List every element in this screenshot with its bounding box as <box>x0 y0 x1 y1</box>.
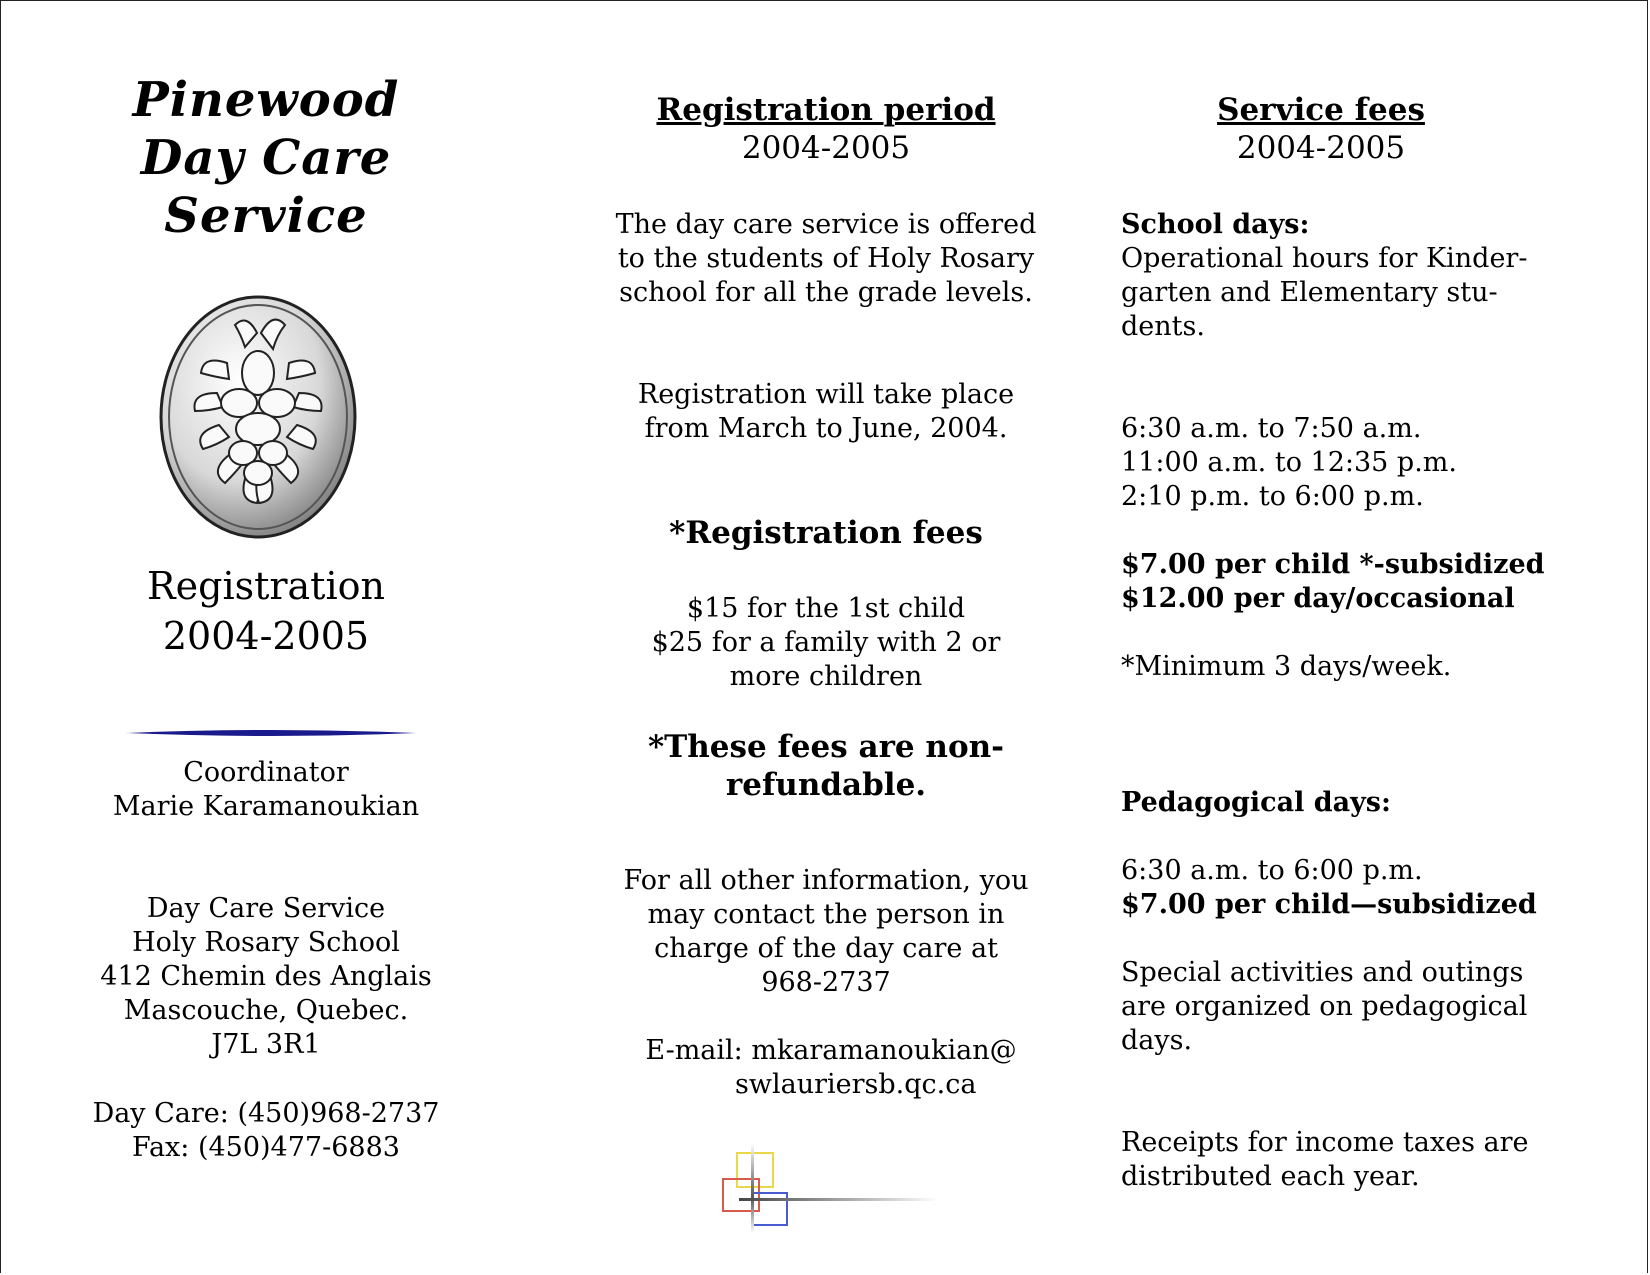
coordinator-label: Coordinator <box>183 757 349 788</box>
brand-title <box>61 71 471 245</box>
email-block <box>581 1034 1071 1102</box>
address-line: Mascouche, Quebec. <box>123 995 409 1026</box>
fee-line: more children <box>729 661 923 692</box>
contact-phone: 968-2737 <box>761 967 891 998</box>
hours-line: 6:30 a.m. to 7:50 a.m. <box>1121 413 1422 444</box>
contact-line: For all other information, you <box>623 865 1029 896</box>
period-line: Registration will take place <box>637 379 1015 410</box>
rate-occasional: $12.00 per day/occasional <box>1121 583 1515 614</box>
registration-period-year: 2004-2005 <box>741 130 911 166</box>
registration-dates <box>581 378 1071 446</box>
school-days-desc-line: garten and Elementary stu- <box>1121 277 1498 308</box>
pinecone-medallion-icon <box>157 293 359 541</box>
minimum-days-note: *Minimum 3 days/week. <box>1121 651 1452 682</box>
school-days-rates <box>1121 548 1641 616</box>
fax-number: Fax: (450)477-6883 <box>132 1132 400 1163</box>
receipts-line: Receipts for income taxes are <box>1121 1127 1529 1158</box>
activities-line: are organized on pedagogical <box>1121 991 1528 1022</box>
right-panel <box>1121 1 1641 1274</box>
address-block <box>61 892 471 1062</box>
notice-line: refundable. <box>725 767 927 803</box>
activities-paragraph <box>1121 956 1641 1058</box>
contact-paragraph <box>581 864 1071 1000</box>
address-line: Day Care Service <box>146 893 386 924</box>
brand-line-2: Day Care <box>140 130 392 186</box>
rate-subsidized: $7.00 per child *-subsidized <box>1121 549 1545 580</box>
registration-fees-heading: *Registration fees <box>669 515 983 551</box>
ped-rate: $7.00 per child—subsidized <box>1121 889 1537 920</box>
decorative-squares-icon <box>721 1143 941 1233</box>
decorative-divider <box>126 723 416 733</box>
contact-line: may contact the person in <box>647 899 1005 930</box>
intro-paragraph <box>581 208 1071 310</box>
left-panel <box>61 1 471 1274</box>
period-line: from March to June, 2004. <box>644 413 1008 444</box>
email-line-1: E-mail: mkaramanoukian@ <box>645 1035 1017 1066</box>
intro-line: The day care service is offered <box>615 209 1037 240</box>
intro-line: school for all the grade levels. <box>619 277 1033 308</box>
daycare-phone: Day Care: (450)968-2737 <box>92 1098 440 1129</box>
phone-block <box>61 1097 471 1165</box>
registration-heading <box>61 561 471 661</box>
service-fees-year: 2004-2005 <box>1236 130 1406 166</box>
service-fees-header <box>1121 91 1521 167</box>
address-line: J7L 3R1 <box>211 1029 321 1060</box>
nonrefundable-notice <box>581 728 1071 804</box>
activities-line: days. <box>1121 1025 1193 1056</box>
registration-year: 2004-2005 <box>162 614 370 658</box>
contact-line: charge of the day care at <box>654 933 998 964</box>
hours-line: 2:10 p.m. to 6:00 p.m. <box>1121 481 1424 512</box>
receipts-paragraph <box>1121 1126 1641 1194</box>
brand-line-1: Pinewood <box>132 72 400 128</box>
fees-list <box>581 592 1071 694</box>
address-line: Holy Rosary School <box>132 927 400 958</box>
ped-hours: 6:30 a.m. to 6:00 p.m. <box>1121 855 1423 886</box>
email-line-2[interactable]: swlauriersb.qc.ca <box>735 1069 977 1100</box>
registration-period-header <box>581 91 1071 167</box>
registration-label: Registration <box>147 564 385 608</box>
school-days-hours <box>1121 412 1641 514</box>
hours-line: 11:00 a.m. to 12:35 p.m. <box>1121 447 1457 478</box>
pedagogical-days-details <box>1121 854 1641 922</box>
receipts-line: distributed each year. <box>1121 1161 1420 1192</box>
school-days-desc-line: dents. <box>1121 311 1205 342</box>
service-fees-title: Service fees <box>1217 92 1425 128</box>
school-days-section <box>1121 208 1641 344</box>
fee-line: $15 for the 1st child <box>686 593 966 624</box>
fee-line: $25 for a family with 2 or <box>651 627 1001 658</box>
pedagogical-days-label: Pedagogical days: <box>1121 787 1391 818</box>
middle-panel <box>581 1 1071 1274</box>
activities-line: Special activities and outings <box>1121 957 1524 988</box>
school-days-desc-line: Operational hours for Kinder- <box>1121 243 1528 274</box>
coordinator-block <box>61 756 471 824</box>
intro-line: to the students of Holy Rosary <box>617 243 1035 274</box>
coordinator-name: Marie Karamanoukian <box>112 791 420 822</box>
school-days-label: School days: <box>1121 209 1310 240</box>
brand-line-3: Service <box>164 188 368 244</box>
registration-period-title: Registration period <box>656 92 996 128</box>
address-line: 412 Chemin des Anglais <box>100 961 432 992</box>
notice-line: *These fees are non- <box>647 729 1005 765</box>
